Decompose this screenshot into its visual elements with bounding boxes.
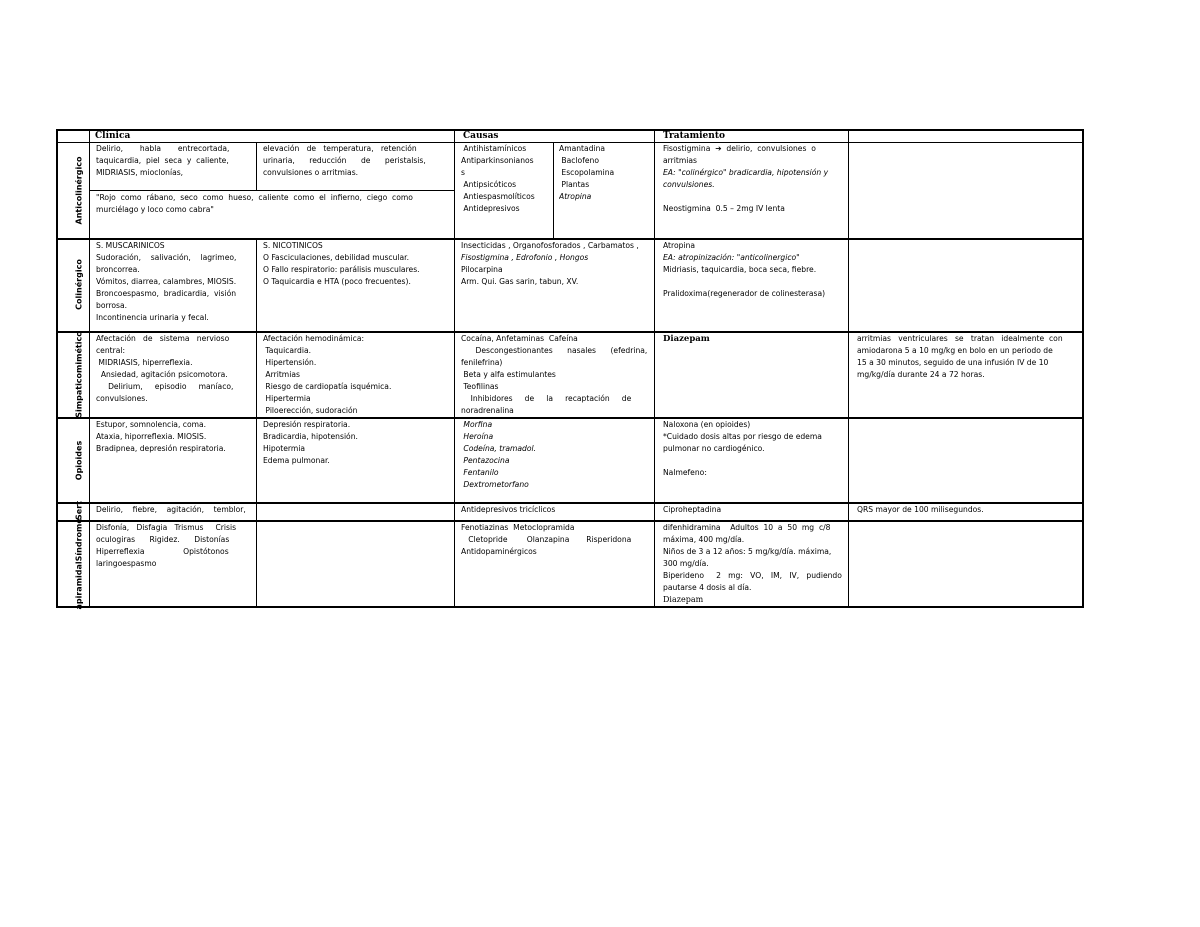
extrapiramidal-causas: Fenotiazinas Metoclopramida Cletopride Olanzapina Risperidona Antidopaminérgicos: [461, 523, 632, 556]
simpaticomimetico-clinica-a: Afectación de sistema nervioso central: MIDRIASIS, hiperreflexia. Ansiedad, agitación psicomotora. Delirium, episodio maníaco, convulsiones.: [96, 334, 234, 403]
extrapiramidal-tratamiento: difenhidramina Adultos 10 a 50 mg c/8 máxima, 400 mg/día. Niños de 3 a 12 años: 5 mg/kg/día. máxima, 300 mg/día. Biperideno 2 mg: VO, IM, IV, pudiendo pautarse 4 dosis al día.: [663, 523, 842, 592]
anticolinergico-clinica-b: elevación de temperatura, retención urinaria, reducción de peristalsis, convulsiones o arritmias.: [263, 144, 426, 177]
simpaticomimetico-tratamiento: Diazepam: [663, 334, 710, 344]
row-label-colinergico: Colinérgico: [74, 259, 84, 310]
row-label-anticolinergico: Anticolinérgico: [74, 156, 84, 225]
row-label-simpaticomimetico: Simpaticomimético: [74, 331, 84, 418]
anticolinergico-tratamiento: Fisostigmina ➔ delirio, convulsiones o arritmias EA: "colinérgico" bradicardia, hipotensión y convulsiones. Neostigmina 0.5 – 2mg IV lenta: [663, 144, 829, 213]
colinergico-clinica-a: S. MUSCARINICOS Sudoración, salivación, lagrimeo, broncorrea. Vómitos, diarrea, calambres, MIOSIS. Broncoespasmo, bradicardia, visión borrosa. Incontinencia urinaria y fecal.: [96, 241, 237, 322]
serotoninergico-clinica-a: Delirio, fiebre, agitación, temblor,: [96, 505, 246, 514]
anticolinergico-causas-b: Amantadina Baclofeno Escopolamina Plantas Atropina: [559, 144, 615, 201]
serotoninergico-causas: Antidepresivos tricíclicos: [461, 505, 556, 514]
header-causas: Causas: [463, 131, 499, 141]
opioides-tratamiento: Naloxona (en opioides) *Cuidado dosis altas por riesgo de edema pulmonar no cardiogénico. Nalmefeno:: [663, 420, 822, 477]
header-clinica: Clínica: [95, 131, 131, 141]
simpaticomimetico-extra: arritmias ventriculares se tratan idealmente con amiodarona 5 a 10 mg/kg en bolo en un periodo de 15 a 30 minutos, seguido de una infusión IV de 10 mg/kg/día durante 24 a 72 horas.: [857, 334, 1063, 379]
colinergico-causas: Insecticidas , Organofosforados , Carbamatos , Fisostigmina , Edrofonio , Hongos Pilocarpina Arm. Qui. Gas sarin, tabun, XV.: [461, 241, 639, 286]
simpaticomimetico-clinica-b: Afectación hemodinámica: Taquicardia. Hipertensión. Arritmias Riesgo de cardiopatía isquémica. Hipertermia Piloerección, sudoración: [263, 334, 392, 415]
row-label-serotoninergico: Sert: [74, 501, 84, 520]
extrapiramidal-clinica-a: Disfonía, Disfagia Trismus Crisis oculogiras Rigidez. Distonías Hiperreflexia Opistótonos laringoespasmo: [96, 523, 237, 568]
serotoninergico-tratamiento: Ciproheptadina: [663, 505, 722, 514]
opioides-clinica-a: Estupor, somnolencia, coma. Ataxia, hiporreflexia. MIOSIS. Bradipnea, depresión respiratoria.: [96, 420, 226, 453]
anticolinergico-causas-a: Antihistamínicos Antiparkinsonianos s Antipsicóticos Antiespasmolíticos Antidepresivos: [461, 144, 535, 213]
serotoninergico-extra: QRS mayor de 100 milisegundos.: [857, 505, 984, 514]
row-label-extrapiramidal: apiramidalSíndrome: [74, 518, 84, 610]
anticolinergico-quote: "Rojo como rábano, seco como hueso, caliente como el infierno, ciego como murciélago y loco como cabra": [96, 193, 413, 214]
simpaticomimetico-causas: Cocaína, Anfetaminas Cafeína Descongestionantes nasales (efedrina, fenilefrina) Beta y alfa estimulantes Teofilinas Inhibidores de la recaptación de noradrenalina: [461, 334, 648, 415]
colinergico-tratamiento: Atropina EA: atropinización: "anticolinergico" Midriasis, taquicardia, boca seca, fiebre. Pralidoxima(regenerador de colinesterasa): [663, 241, 826, 298]
row-label-opioides: Opioides: [74, 440, 84, 481]
header-tratamiento: Tratamiento: [663, 131, 725, 141]
extrapiramidal-tratamiento-diazepam: Diazepam: [663, 595, 704, 604]
anticolinergico-clinica-a: Delirio, habla entrecortada, taquicardia, piel seca y caliente, MIDRIASIS, mioclonías,: [96, 144, 230, 177]
colinergico-clinica-b: S. NICOTINICOS O Fasciculaciones, debilidad muscular. O Fallo respiratorio: parálisis musculares. O Taquicardia e HTA (poco frecuentes).: [263, 241, 420, 286]
opioides-clinica-b: Depresión respiratoria. Bradicardia, hipotensión. Hipotermia Edema pulmonar.: [263, 420, 358, 465]
opioides-causas: Morfina Heroína Codeína, tramadol. Pentazocina Fentanilo Dextrometorfano: [461, 420, 537, 489]
